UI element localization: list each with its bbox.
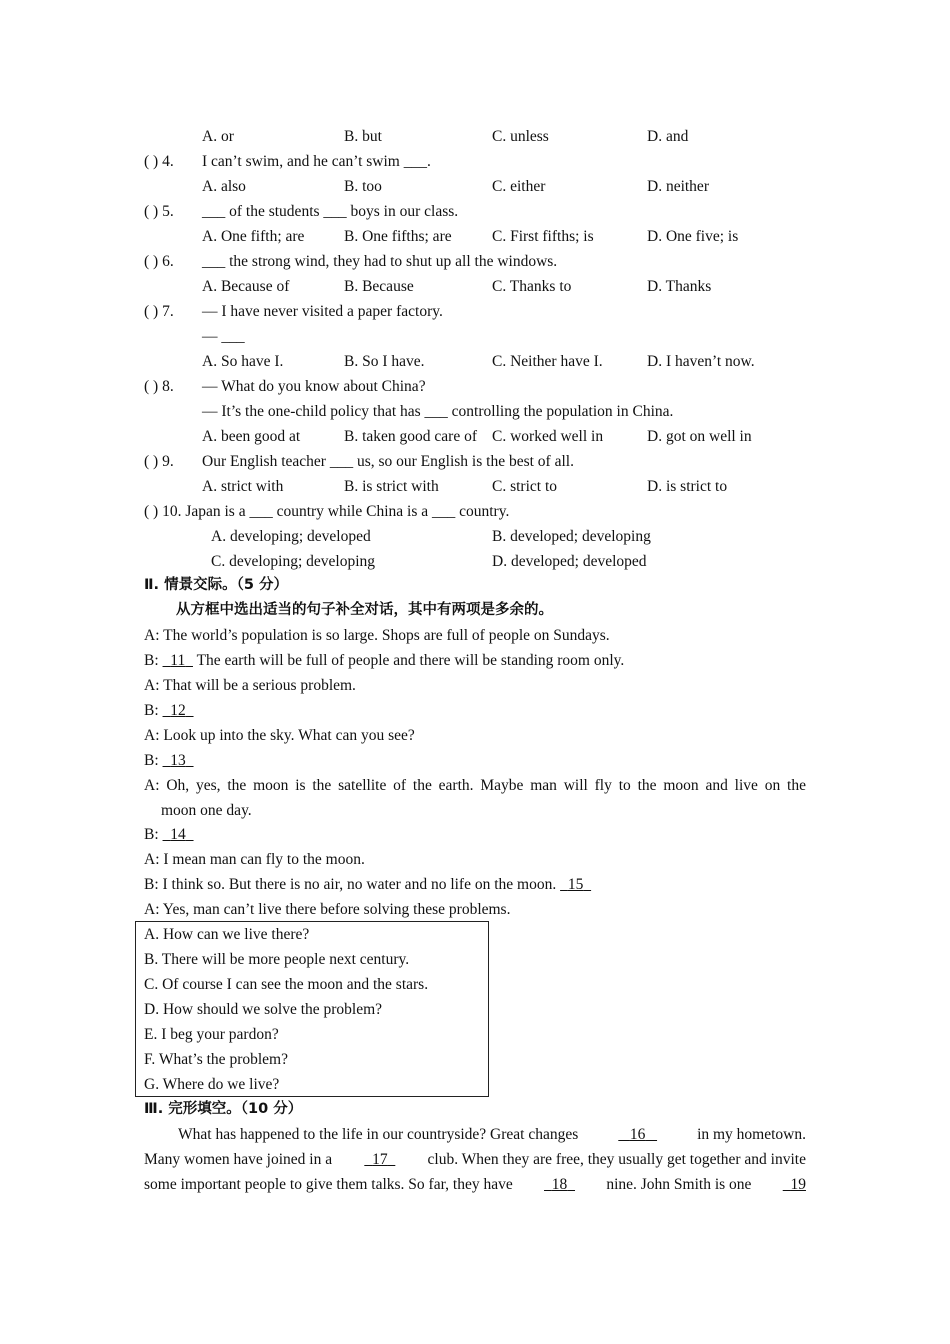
option-a: A. So have I.	[202, 353, 284, 370]
question-number: ( ) 7.	[144, 303, 174, 320]
option-d: D. developed; developed	[492, 553, 647, 570]
speaker: B:	[144, 652, 163, 669]
passage-line: What has happened to the life in our countryside? Great changes 16 in my hometown.	[144, 1122, 806, 1147]
question-stem-reply: — It’s the one-child policy that has ___ controlling the population in China.	[202, 403, 674, 420]
section-2-instruction: 从方框中选出适当的句子补全对话，其中有两项是多余的。	[176, 602, 553, 618]
option-d: D. I haven’t now.	[647, 353, 755, 370]
option-a: A. been good at	[202, 428, 301, 445]
question-10-line: ( ) 10. Japan is a ___ country while China is a ___ country.	[144, 503, 510, 520]
question-stem-reply: — ___	[202, 328, 245, 345]
box-option: C. Of course I can see the moon and the stars.	[144, 976, 429, 993]
option-b: B. So I have.	[344, 353, 425, 370]
question-number: ( ) 8.	[144, 378, 174, 395]
box-option: B. There will be more people next century.	[144, 951, 410, 968]
dialogue-text: The earth will be full of people and there will be standing room only.	[192, 652, 625, 669]
blank-19: 19	[790, 1176, 806, 1193]
question-stem: ___ the strong wind, they had to shut up all the windows.	[202, 253, 558, 270]
dialogue-line: A: Look up into the sky. What can you see?	[144, 727, 415, 744]
box-option: D. How should we solve the problem?	[144, 1001, 383, 1018]
dialogue-line	[144, 648, 624, 673]
section-2-heading: Ⅱ. 情景交际。（5 分）	[144, 577, 288, 593]
option-c: C. Thanks to	[492, 278, 572, 295]
section-3-heading: Ⅲ. 完形填空。（10 分）	[144, 1101, 303, 1117]
dialogue-line: B: 13	[144, 748, 194, 773]
question-stem: ___ of the students ___ boys in our class.	[202, 203, 459, 220]
box-option: G. Where do we live?	[144, 1076, 280, 1093]
option-c: C. strict to	[492, 478, 558, 495]
question-stem: Our English teacher ___ us, so our English is the best of all.	[202, 453, 574, 470]
question-stem: — What do you know about China?	[202, 378, 426, 395]
box-option: A. How can we live there?	[144, 926, 310, 943]
options-box	[135, 921, 489, 1097]
option-b: B. too	[344, 178, 382, 195]
box-option: F. What’s the problem?	[144, 1051, 288, 1068]
question-number: ( ) 5.	[144, 203, 174, 220]
blank-12: 12	[170, 702, 186, 719]
q3-option-a: A. or	[202, 128, 234, 145]
dialogue-line: A: Yes, man can’t live there before solving these problems.	[144, 901, 511, 918]
option-d: D. neither	[647, 178, 709, 195]
blank-14: 14	[170, 826, 186, 843]
option-d: D. Thanks	[647, 278, 712, 295]
q3-option-c: C. unless	[492, 128, 549, 145]
option-a: A. strict with	[202, 478, 284, 495]
cloze-passage	[144, 1122, 806, 1197]
dialogue-line: A: Oh, yes, the moon is the satellite of the earth. Maybe man will fly to the moon and live on the	[144, 777, 806, 794]
blank-18: 18	[551, 1176, 568, 1193]
option-a: A. also	[202, 178, 246, 195]
option-d: D. One five; is	[647, 228, 739, 245]
dialogue-line: B: 14	[144, 822, 194, 847]
option-d: D. is strict to	[647, 478, 728, 495]
question-stem: — I have never visited a paper factory.	[202, 303, 443, 320]
option-b: B. developed; developing	[492, 528, 651, 545]
blank-15: 15	[567, 876, 584, 893]
option-b: B. Because	[344, 278, 414, 295]
option-c: C. First fifths; is	[492, 228, 594, 245]
box-option: E. I beg your pardon?	[144, 1026, 279, 1043]
question-number: ( ) 9.	[144, 453, 174, 470]
option-c: C. Neither have I.	[492, 353, 603, 370]
option-a: A. Because of	[202, 278, 290, 295]
dialogue-line: A: I mean man can fly to the moon.	[144, 851, 365, 868]
q3-option-b: B. but	[344, 128, 382, 145]
option-b: B. taken good care of	[344, 428, 477, 445]
question-number: ( ) 6.	[144, 253, 174, 270]
question-stem: I can’t swim, and he can’t swim ___.	[202, 153, 431, 170]
option-a: A. developing; developed	[211, 528, 371, 545]
dialogue-line: B: I think so. But there is no air, no water and no life on the moon. 15	[144, 872, 591, 897]
q3-option-d: D. and	[647, 128, 689, 145]
option-c: C. worked well in	[492, 428, 604, 445]
option-c: C. developing; developing	[211, 553, 376, 570]
question-number: ( ) 4.	[144, 153, 174, 170]
dialogue-line: A: The world’s population is so large. Shops are full of people on Sundays.	[144, 627, 610, 644]
option-b: B. is strict with	[344, 478, 439, 495]
option-d: D. got on well in	[647, 428, 752, 445]
dialogue-line: B: 12	[144, 698, 194, 723]
blank-16: 16	[629, 1126, 646, 1143]
blank-11: 11	[170, 652, 186, 669]
blank-17: 17	[372, 1151, 388, 1168]
dialogue-line: A: That will be a serious problem.	[144, 677, 356, 694]
option-a: A. One fifth; are	[202, 228, 305, 245]
option-b: B. One fifths; are	[344, 228, 452, 245]
passage-line: Many women have joined in a 17 club. When they are free, they usually get together and invite	[144, 1147, 806, 1172]
passage-line: some important people to give them talks. So far, they have 18 nine. John Smith is one 19	[144, 1172, 806, 1197]
option-c: C. either	[492, 178, 546, 195]
blank-13: 13	[170, 752, 186, 769]
dialogue-line: moon one day.	[161, 802, 252, 819]
